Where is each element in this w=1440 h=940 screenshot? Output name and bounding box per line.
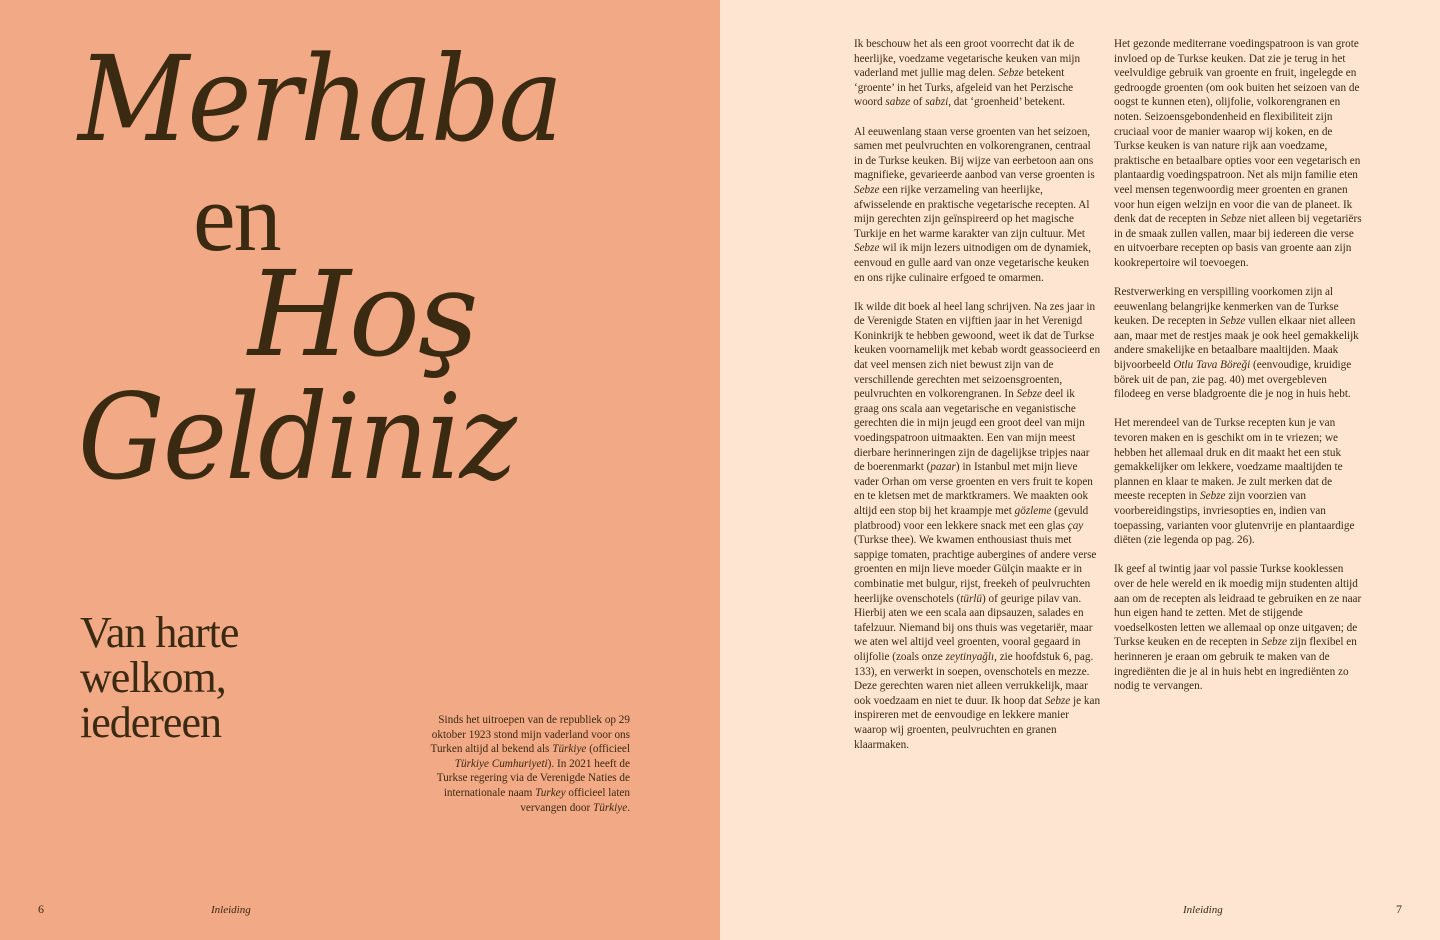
text-run: Al eeuwenlang staan verse groenten van het seizoen, samen met peulvruchten en volkorengranen, centraal in de Turkse keuken. Bij wijze van eerbetoon aan ons magnifieke, gevarieerde aanbod van verse groenten is bbox=[854, 125, 1095, 182]
italic-term: Sebze bbox=[854, 242, 880, 255]
text-run: Het gezonde mediterrane voedingspatroon is van grote invloed op de Turkse keuken. Dat zie je terug in het veelvuldige gebruik van groente en fruit, ingelegde en gedroogde groenten (om ook buiten het seizoen van de oogst te kunnen eten), olijfolie, volkorengranen en noten. Seizoensgebondenheid en flexibiliteit zijn cruciaal voor de manier waarop wij koken, en de Turkse keuken is van nature rijk aan voedzame, praktische en betaalbare opties voor een vegetarisch en plantaardig voedingspatroon. Net als mijn familie eten veel mensen tegenwoordig meer groenten en granen voor hun eigen welzijn en voor die van de planeet. Ik denk dat de recepten in bbox=[1114, 38, 1361, 226]
italic-term: Sebze bbox=[1016, 388, 1042, 401]
text-run: Ik wilde dit boek al heel lang schrijven. Na zes jaar in de Verenigde Staten en vijftien jaar in het Verenigd Koninkrijk te hebben gewoond, weet ik dat de Turkse keuken voornamelijk met kebab wordt geassocieerd en dat veel mensen zich niet bewust zijn van de verschillende gerechten met seizoensgroenten, peulvruchten en volkorengranen. In bbox=[854, 300, 1101, 401]
text-run: (officieel bbox=[586, 743, 630, 756]
italic-term: gözleme bbox=[1014, 505, 1052, 517]
italic-term: Otlu Tava Böreği bbox=[1173, 359, 1251, 372]
text-run: je kan inspireren met de eenvoudige en lekkere manier waarop wij groenten, peulvruchten en granen klaarmaken. bbox=[854, 694, 1101, 751]
text-run: (gevuld platbrood) voor een lekkere snack met een glas bbox=[854, 505, 1089, 532]
running-footer-right: Inleiding bbox=[1183, 904, 1223, 916]
text-run: (eenvoudige, kruidige börek uit de pan, zie pag. 40) met overgebleven filodeeg en verse bladgroente die je nog in huis hebt. bbox=[1114, 359, 1352, 401]
title-line-hos: Hoş bbox=[248, 245, 477, 383]
text-run: vullen elkaar niet alleen aan, maar met de restjes maak je ook heel gemakkelijk andere smakelijke en betaalbare maaltijden. Maak bijvoorbeeld bbox=[1114, 315, 1359, 372]
text-run: Ik beschouw het als een groot voorrecht dat ik de heerlijke, voedzame vegetarische keuken van mijn vaderland met jullie mag delen. bbox=[854, 38, 1081, 80]
running-footer-left: Inleiding bbox=[211, 904, 251, 916]
italic-term: pazar bbox=[930, 461, 956, 474]
text-run: zijn flexibel en herinneren je eraan om gebruik te maken van de ingrediënten die je al in huis hebt en ingrediënten zo nodig te vervangen. bbox=[1114, 636, 1357, 693]
italic-term: türlü bbox=[960, 592, 983, 605]
title-line-geldiniz: Geldiniz bbox=[78, 368, 516, 506]
italic-term: çay bbox=[1067, 519, 1084, 532]
text-run: of bbox=[910, 96, 926, 109]
italic-term: Sebze bbox=[1261, 636, 1287, 649]
italic-term: sabze bbox=[885, 96, 911, 109]
text-run: , dat ‘groenheid’ betekent. bbox=[948, 96, 1066, 109]
paragraph bbox=[854, 125, 1102, 286]
text-run: ) in Istanbul met mijn lieve vader Orhan om verse groenten en vers fruit te kopen en te kletsen met de marktkramers. We maakten ook altijd een stop bij het kraampje met bbox=[854, 461, 1093, 517]
subtitle-line: iedereen bbox=[80, 698, 221, 747]
text-run: ) of geurige pilav van. Hierbij aten we een scala aan dipsauzen, salades en tafelzuur. Niemand bij ons thuis was vegetariër, maar we aten wel altijd veel groenten, vooral gegaard in olijfolie (zoals onze bbox=[854, 592, 1093, 663]
text-run: . bbox=[627, 801, 630, 814]
page-number-left: 6 bbox=[38, 902, 44, 916]
sidenote bbox=[430, 713, 630, 815]
text-run: wil ik mijn lezers uitnodigen om de dynamiek, eenvoud en gulle aard van onze vegetarische keuken en ons rijke culinaire erfgoed te omarmen. bbox=[854, 242, 1092, 284]
subtitle-line: welkom, bbox=[80, 653, 226, 702]
italic-term: Sebze bbox=[1200, 490, 1226, 503]
italic-term: sabzi bbox=[925, 96, 949, 109]
text-run: Het merendeel van de Turkse recepten kun je van tevoren maken en is geschikt om in te vriezen; we hebben het allemaal druk en dit maakt het een stuk gemakkelijker om lekkere, voedzame maaltijden te plannen en klaar te maken. Je zult merken dat de meeste recepten in bbox=[1114, 417, 1343, 503]
italic-term: Turkey bbox=[535, 786, 566, 799]
italic-term: Türkiye bbox=[593, 801, 628, 814]
text-run: (Turkse thee). We kwamen enthousiast thuis met sappige tomaten, prachtige aubergines of andere verse groenten en mijn lieve moeder Gülçin maakte er in combinatie met bulgur, rijst, freekeh of peulvruchten heerlijke ovenschotels ( bbox=[854, 534, 1097, 605]
italic-term: Türkiye Cumhuriyeti bbox=[454, 757, 548, 770]
paragraph bbox=[854, 37, 1102, 110]
italic-term: Türkiye bbox=[552, 743, 587, 756]
text-run: officieel laten vervangen door bbox=[520, 786, 630, 814]
page-number-right: 7 bbox=[1396, 902, 1402, 916]
text-run: , zie hoofdstuk 6, pag. 133), en verwerkt in soepen, ovenschotels en mezze. Deze gerechten waren niet alleen verrukkelijk, maar ook voedzaam en niet te duur. Ik hoop dat bbox=[854, 650, 1094, 707]
subtitle-line: Van harte bbox=[80, 608, 239, 657]
paragraph bbox=[1114, 416, 1362, 547]
text-run: deel ik graag ons scala aan vegetarische en veganistische gerechten die in mijn jeugd een groot deel van mijn voedingspatroon uitmaakten. Een van mijn meest dierbare herinneringen zijn de dagelijkse tripjes naar de boerenmarkt ( bbox=[854, 388, 1090, 474]
paragraph bbox=[1114, 285, 1362, 402]
body-column-2 bbox=[1114, 37, 1362, 708]
paragraph bbox=[1114, 37, 1362, 271]
text-run: betekent ‘groente’ in het Turks, afgeleid van het Perzische woord bbox=[854, 67, 1074, 109]
text-run: ). In 2021 heeft de Turkse regering via de Verenigde Naties de internationale naam bbox=[436, 757, 630, 799]
text-run: Restverwerking en verspilling voorkomen zijn al eeuwenlang belangrijke kenmerken van de Turkse keuken. De recepten in bbox=[1114, 286, 1339, 328]
body-column-1 bbox=[854, 37, 1102, 767]
right-page bbox=[720, 0, 1440, 940]
italic-term: Sebze bbox=[1219, 315, 1246, 328]
italic-term: Sebze bbox=[998, 67, 1024, 80]
paragraph bbox=[1114, 562, 1362, 693]
text-run: Ik geef al twintig jaar vol passie Turkse kooklessen over de hele wereld en ik moedig mijn studenten altijd aan om de recepten als leidraad te gebruiken en ze naar hun eigen hand te zetten. Met de stijgende voedselkosten letten we allemaal op onze uitgaven; de Turkse keuken en de recepten in bbox=[1114, 563, 1362, 649]
subtitle bbox=[80, 610, 238, 745]
title-line-merhaba: Merhaba bbox=[78, 30, 562, 168]
title-line-en: en bbox=[193, 164, 280, 271]
text-run: Sinds het uitroepen van de republiek op 29 oktober 1923 stond mijn vaderland voor ons Turken altijd al bekend als bbox=[430, 714, 630, 756]
text-run: niet alleen bij vegetariërs in de smaak zullen vallen, maar bij iedereen die verse en uitvoerbare recepten op basis van groente aan zijn kookrepertoire wil toevoegen. bbox=[1114, 213, 1362, 269]
italic-term: Sebze bbox=[1220, 213, 1247, 226]
paragraph bbox=[854, 300, 1102, 752]
italic-term: Sebze bbox=[1044, 694, 1071, 707]
italic-term: zeytinyağlı bbox=[945, 650, 995, 663]
italic-term: Sebze bbox=[854, 183, 880, 196]
text-run: een rijke verzameling van heerlijke, afwisselende en praktische vegetarische recepten. Al mijn gerechten zijn geïnspireerd op het magische Turkije en het warme karakter van zijn cultuur. Met bbox=[854, 183, 1090, 240]
text-run: zijn voorzien van voorbereidingstips, invriesopties en, indien van toepassing, varianten voor glutenvrije en plantaardige diëten (zie legenda op pag. 26). bbox=[1114, 490, 1355, 547]
